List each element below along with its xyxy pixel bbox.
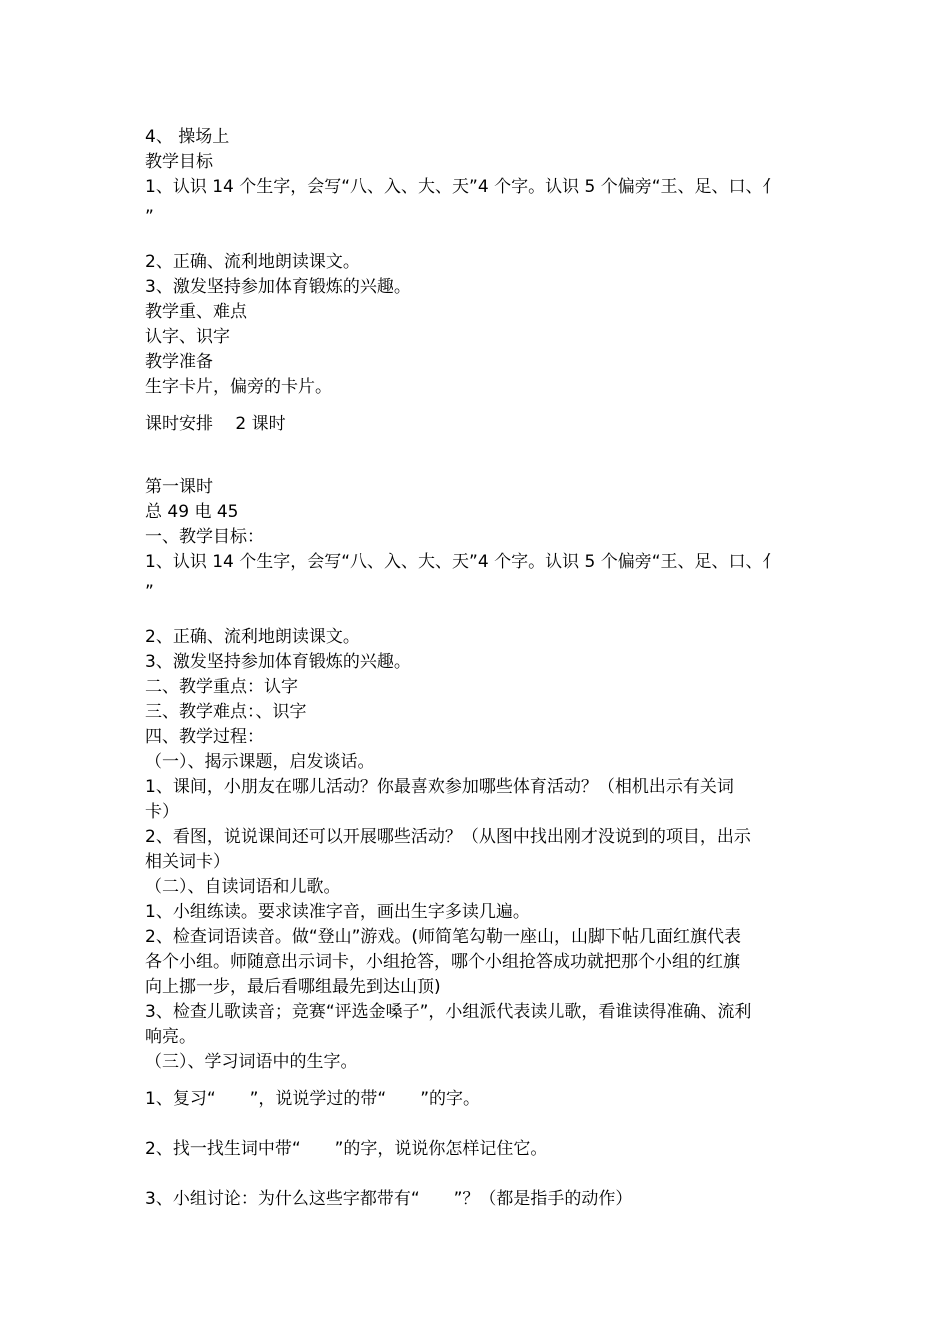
text-line: 2、看图，说说课间还可以开展哪些活动？（从图中找出刚才没说到的项目，出示 (145, 827, 751, 847)
section-heading: 第一课时 (145, 477, 213, 497)
section-heading: 四、教学过程： (145, 727, 264, 747)
text-line: 1、认识 14 个生字，会写“八、入、大、天”4 个字。认识 5 个偏旁“王、足、口、亻 (145, 552, 780, 572)
text-line: 响亮。 (145, 1027, 196, 1047)
text-line: 相关词卡） (145, 852, 230, 872)
text-line: 二、教学重点：认字 (145, 677, 298, 697)
text-line: 1、小组练读。要求读准字音，画出生字多读几遍。 (145, 902, 530, 922)
text-line: 1、认识 14 个生字，会写“八、入、大、天”4 个字。认识 5 个偏旁“王、足、口、亻 (145, 177, 780, 197)
text-line: 3、激发坚持参加体育锻炼的兴趣。 (145, 277, 411, 297)
text-line: 3、激发坚持参加体育锻炼的兴趣。 (145, 652, 411, 672)
section-heading: 教学目标 (145, 152, 213, 172)
lesson-title: 4、 操场上 (145, 127, 230, 147)
text-line: 认字、识字 (145, 327, 230, 347)
text-line: （二）、自读词语和儿歌。 (145, 877, 341, 897)
text-line: 生字卡片，偏旁的卡片。 (145, 377, 332, 397)
section-heading: 教学准备 (145, 352, 213, 372)
text-line: ” (145, 207, 154, 227)
text-line: 3、检查儿歌读音；竞赛“评选金嗓子”，小组派代表读儿歌，看谁读得准确、流利 (145, 1002, 752, 1022)
text-line: （一）、揭示课题，启发谈话。 (145, 752, 375, 772)
text-line: 向上挪一步，最后看哪组最先到达山顶) (145, 977, 441, 997)
text-line: 1、课间，小朋友在哪儿活动？你最喜欢参加哪些体育活动？（相机出示有关词 (145, 777, 734, 797)
text-line: 2、检查词语读音。做“登山”游戏。(师简笔勾勒一座山，山脚下帖几面红旗代表 (145, 927, 742, 947)
text-line: 2、正确、流利地朗读课文。 (145, 627, 360, 647)
text-line: 3、小组讨论：为什么这些字都带有“ ”？（都是指手的动作） (145, 1189, 633, 1209)
text-line: 2、正确、流利地朗读课文。 (145, 252, 360, 272)
text-line: 各个小组。师随意出示词卡，小组抢答，哪个小组抢答成功就把那个小组的红旗 (145, 952, 740, 972)
section-heading: （三）、学习词语中的生字。 (145, 1052, 358, 1072)
text-line: 总 49 电 45 (145, 502, 239, 522)
section-heading: 教学重、难点 (145, 302, 247, 322)
text-line: ” (145, 582, 154, 602)
text-line: 三、教学难点：、识字 (145, 702, 307, 722)
text-line: 卡） (145, 802, 179, 822)
section-heading: 一、教学目标： (145, 527, 264, 547)
text-line: 2、找一找生词中带“ ”的字，说说你怎样记住它。 (145, 1139, 548, 1159)
text-line: 1、复习“ ”，说说学过的带“ ”的字。 (145, 1089, 481, 1109)
text-line: 课时安排 2 课时 (145, 414, 286, 434)
